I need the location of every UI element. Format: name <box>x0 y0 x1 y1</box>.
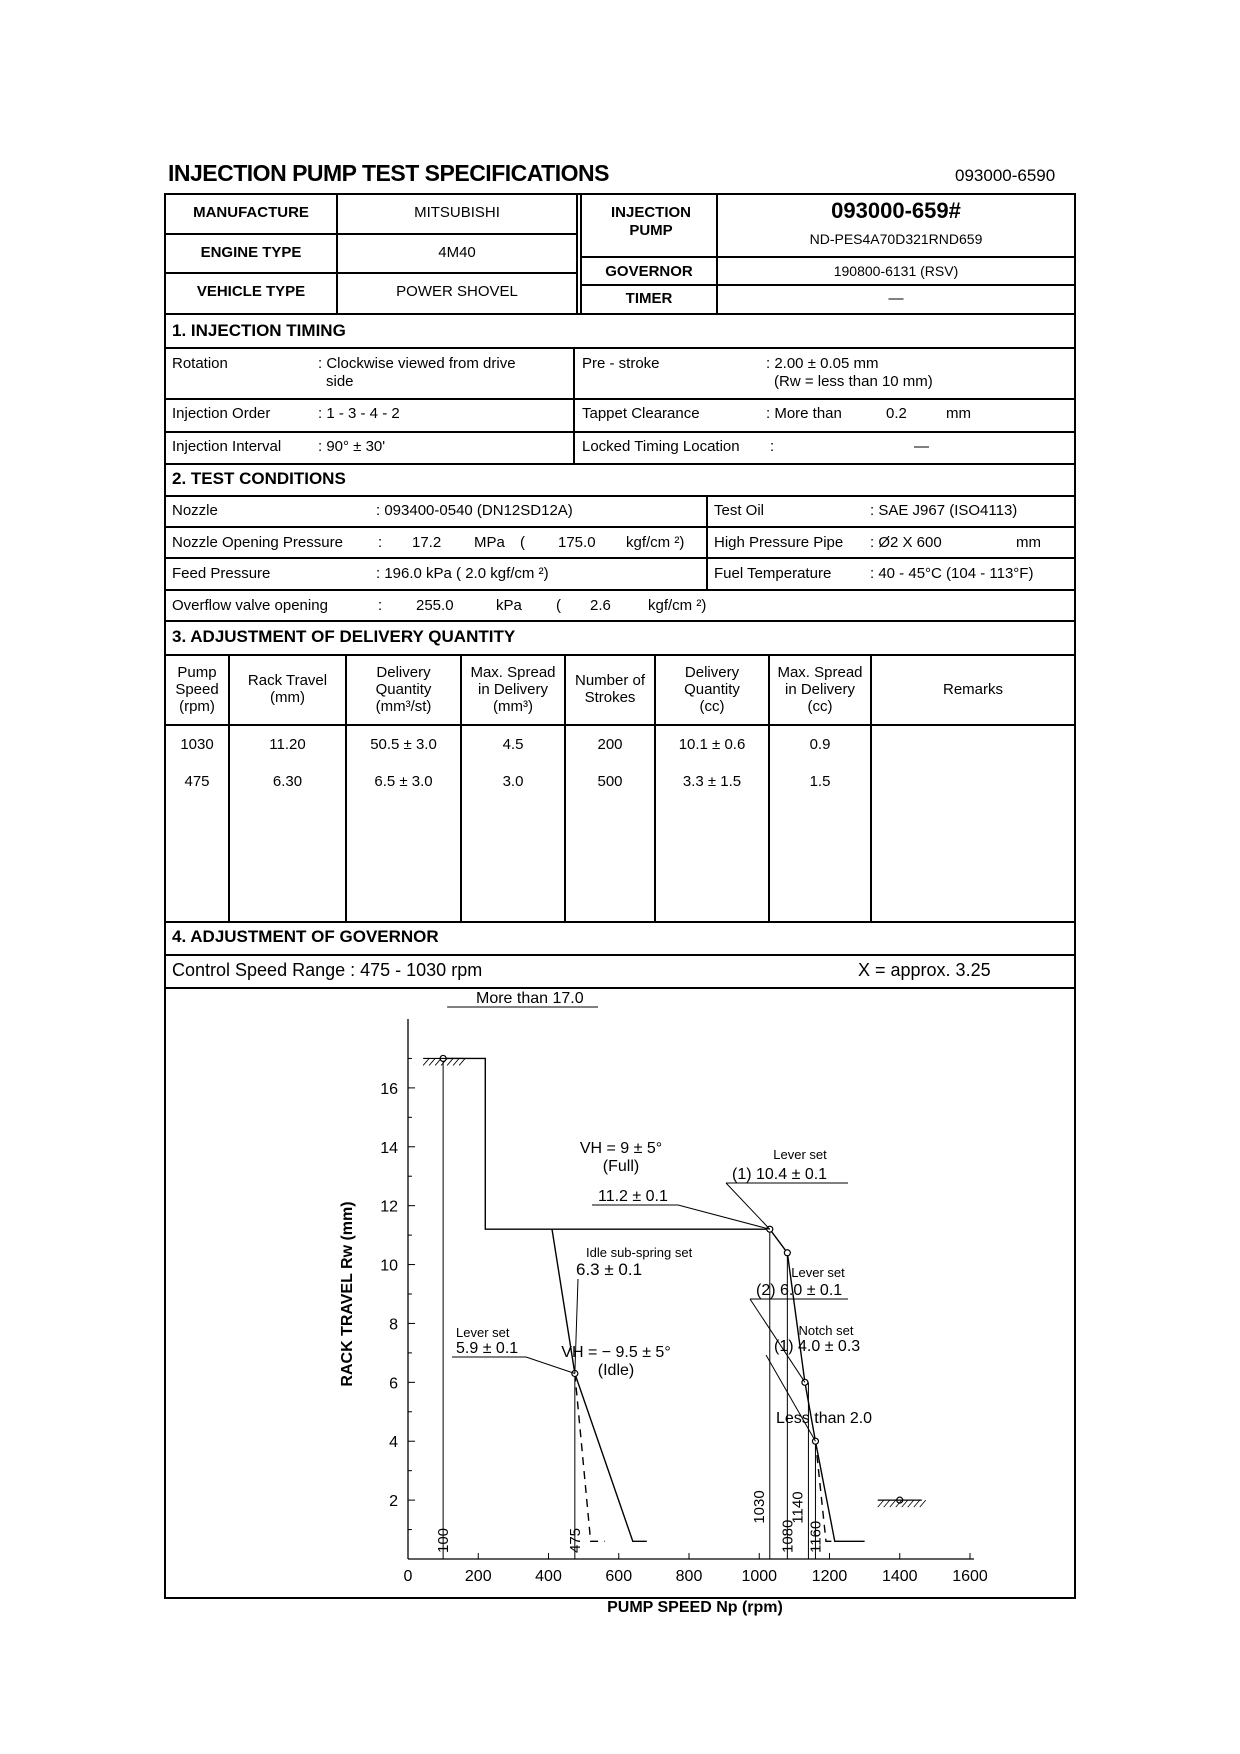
chart-annotation: Lever set <box>791 1265 845 1280</box>
column-header-line: Quantity <box>684 680 740 698</box>
column-header-line: Delivery <box>376 663 431 681</box>
section-governor-title: 4. ADJUSTMENT OF GOVERNOR <box>172 927 439 946</box>
chart-annotation: Lever set <box>456 1325 510 1340</box>
test-oil-label: Test Oil <box>714 502 765 519</box>
stop-hatch <box>447 1058 453 1065</box>
stop-hatch <box>435 1058 441 1065</box>
column-header <box>230 672 345 706</box>
column-header-line: Max. Spread <box>777 663 863 681</box>
chart-annotation: (2) 6.0 ± 0.1 <box>756 1282 843 1299</box>
x-tick-label: 1000 <box>741 1568 778 1585</box>
set-point <box>784 1250 790 1256</box>
divider <box>166 589 1074 591</box>
column-header-line: Delivery <box>684 663 740 681</box>
chart-annotation: (1) 4.0 ± 0.3 <box>774 1338 861 1355</box>
tappet-unit: mm <box>946 405 971 422</box>
tappet-label: Tappet Clearance <box>582 405 700 422</box>
x-tick-label: 0 <box>403 1568 413 1585</box>
y-tick-label: 16 <box>380 1080 398 1098</box>
control-speed-range: Control Speed Range : 475 - 1030 rpm <box>172 960 483 980</box>
injection-pump-model: ND-PES4A70D321RND659 <box>809 231 983 247</box>
ovf-kgf-unit: kgf/cm ²) <box>648 597 707 614</box>
divider <box>166 954 1074 956</box>
x-tick-label: 200 <box>464 1568 492 1585</box>
timer-label: TIMER <box>625 290 673 307</box>
column-header-line: Pump <box>177 663 217 681</box>
chart-annotation: 11.2 ± 0.1 <box>598 1188 668 1205</box>
governor-curve-0 <box>443 1058 865 1541</box>
y-tick-label: 10 <box>380 1257 398 1275</box>
table-cell: 200 <box>597 736 623 753</box>
ovf-kpa-unit: kPa <box>496 597 522 614</box>
divider <box>580 284 1074 286</box>
engine-type-value: 4M40 <box>438 244 476 261</box>
tappet-value: : More than <box>766 405 842 422</box>
x-tick-label: 800 <box>675 1568 703 1585</box>
chart-annotation: 6.3 ± 0.1 <box>576 1260 643 1279</box>
table-cell: 500 <box>597 773 623 790</box>
injection-order-label: Injection Order <box>172 405 271 422</box>
locked-timing-value: — <box>914 438 929 455</box>
column-header-line: (mm) <box>270 689 305 706</box>
test-oil-value: : SAE J967 (ISO4113) <box>870 502 1018 519</box>
stop-hatch <box>884 1500 890 1507</box>
divider <box>576 195 578 313</box>
chart-annotation: VH = − 9.5 ± 5° <box>561 1344 671 1361</box>
column-header-line: (mm³) <box>493 697 533 715</box>
chart-annotation: Less than 2.0 <box>776 1410 873 1427</box>
divider <box>580 256 1074 258</box>
section-test-conditions-title: 2. TEST CONDITIONS <box>172 469 346 488</box>
column-header <box>770 664 870 715</box>
column-header-line: Number of <box>574 672 646 689</box>
column-header <box>347 664 460 715</box>
timer-value: — <box>888 290 904 307</box>
ovf-kgf: 2.6 <box>590 597 611 614</box>
speed-marker-label: 100 <box>435 1527 453 1553</box>
divider <box>166 313 1074 315</box>
injection-order-value: : 1 - 3 - 4 - 2 <box>318 405 400 422</box>
x-approx-value: X = approx. 3.25 <box>858 960 991 980</box>
y-tick-label: 2 <box>389 1493 398 1511</box>
table-cell: 1.5 <box>809 773 831 790</box>
table-cell: 4.5 <box>502 736 524 753</box>
injection-pump-number: 093000-659# <box>831 198 961 223</box>
column-header-line: in Delivery <box>477 680 549 698</box>
nop-kgf: 175.0 <box>558 534 596 551</box>
stop-hatch <box>914 1500 920 1507</box>
page-title: INJECTION PUMP TEST SPECIFICATIONS <box>168 160 609 186</box>
stop-hatch <box>423 1058 429 1065</box>
prestroke-label: Pre - stroke <box>582 355 660 372</box>
column-header-line: Remarks <box>942 680 1003 698</box>
high-pressure-pipe-unit: mm <box>1016 534 1041 551</box>
divider <box>166 272 576 274</box>
column-header-line: Max. Spread <box>470 663 556 681</box>
nozzle-opening-pressure-label: Nozzle Opening Pressure <box>172 534 343 551</box>
y-tick-label: 4 <box>389 1434 398 1452</box>
table-cell: 6.30 <box>272 773 303 790</box>
y-tick-label: 6 <box>389 1375 398 1393</box>
fuel-temperature-value: : 40 - 45°C (104 - 113°F) <box>870 565 1034 582</box>
divider <box>166 398 1074 400</box>
column-header-line: (rpm) <box>179 697 215 715</box>
delivery-table-body <box>166 726 1074 916</box>
divider <box>166 463 1074 465</box>
divider <box>166 495 1074 497</box>
governor-label: GOVERNOR <box>605 263 693 280</box>
column-header-line: Rack Travel <box>247 672 328 689</box>
x-tick-label: 1200 <box>811 1568 848 1585</box>
vehicle-type-value: POWER SHOVEL <box>396 283 518 300</box>
annotation-leader <box>726 1183 770 1229</box>
section-delivery-quantity-title: 3. ADJUSTMENT OF DELIVERY QUANTITY <box>172 627 516 646</box>
manufacture-value: MITSUBISHI <box>414 204 500 221</box>
governor-chart <box>166 989 1074 1616</box>
table-cell: 10.1 ± 0.6 <box>678 736 746 753</box>
y-tick-label: 14 <box>380 1139 398 1157</box>
x-tick-label: 400 <box>535 1568 562 1585</box>
tappet-number: 0.2 <box>886 405 907 422</box>
locked-timing-colon: : <box>770 438 775 455</box>
chart-annotation: Lever set <box>773 1147 827 1162</box>
high-pressure-pipe-label: High Pressure Pipe <box>714 534 844 551</box>
y-tick-label: 12 <box>380 1198 398 1216</box>
feed-pressure-value: : 196.0 kPa ( 2.0 kgf/cm ²) <box>376 565 549 582</box>
fuel-temperature-label: Fuel Temperature <box>714 565 832 582</box>
speed-marker-label: 1080 <box>779 1519 797 1553</box>
divider <box>573 347 575 463</box>
section-injection-timing-title: 1. INJECTION TIMING <box>172 321 346 340</box>
divider <box>166 620 1074 622</box>
rotation-value: : Clockwise viewed from drive <box>318 355 516 372</box>
document-number: 093000-6590 <box>955 166 1056 185</box>
divider <box>166 557 1074 559</box>
overflow-valve-label: Overflow valve opening <box>172 597 328 614</box>
column-header <box>656 664 768 715</box>
table-cell: 11.20 <box>269 736 306 753</box>
table-cell: 0.9 <box>809 736 831 753</box>
prestroke-value: : 2.00 ± 0.05 mm <box>766 355 879 372</box>
table-cell: 475 <box>184 773 210 790</box>
divider <box>166 526 1074 528</box>
x-tick-label: 1400 <box>881 1568 918 1585</box>
table-cell: 6.5 ± 3.0 <box>374 773 433 790</box>
injection-interval-label: Injection Interval <box>172 438 282 455</box>
chart-annotation: 5.9 ± 0.1 <box>456 1340 519 1357</box>
column-header <box>166 664 228 715</box>
stop-hatch <box>459 1058 465 1065</box>
delivery-table-header <box>166 654 1074 724</box>
table-cell: 50.5 ± 3.0 <box>370 736 437 753</box>
column-header-line: Strokes <box>584 689 636 706</box>
stop-hatch <box>908 1500 914 1507</box>
stop-hatch <box>429 1058 435 1065</box>
rotation-value-cont: side <box>326 373 354 390</box>
stop-hatch <box>920 1500 926 1507</box>
y-axis-label: RACK TRAVEL Rw (mm) <box>339 1201 356 1387</box>
column-header-line: Quantity <box>375 680 432 698</box>
nop-mpa-unit: MPa <box>474 534 505 551</box>
set-point <box>802 1379 808 1385</box>
chart-annotation: VH = 9 ± 5° <box>579 1140 663 1157</box>
governor-curve-2 <box>575 1374 605 1542</box>
divider <box>166 431 1074 433</box>
divider <box>706 495 708 589</box>
locked-timing-label: Locked Timing Location <box>582 438 740 455</box>
column-header <box>872 681 1074 698</box>
column-header <box>566 672 654 706</box>
chart-annotation: (1) 10.4 ± 0.1 <box>732 1166 828 1183</box>
divider <box>166 233 576 235</box>
chart-annotation: (Idle) <box>597 1362 635 1379</box>
high-pressure-pipe-value: : Ø2 X 600 <box>870 534 942 551</box>
injection-interval-value: : 90° ± 30' <box>318 438 386 455</box>
vehicle-type-label: VEHICLE TYPE <box>196 283 306 300</box>
stop-hatch <box>878 1500 884 1507</box>
stop-hatch <box>453 1058 459 1065</box>
divider <box>166 921 1074 923</box>
prestroke-note: (Rw = less than 10 mm) <box>774 373 933 390</box>
column-header <box>462 664 564 715</box>
annotation-leader <box>678 1205 770 1229</box>
stop-hatch <box>890 1500 896 1507</box>
manufacture-label: MANUFACTURE <box>193 204 309 221</box>
nop-colon: : <box>378 534 383 551</box>
feed-pressure-label: Feed Pressure <box>172 565 271 582</box>
column-header-line: (cc) <box>699 697 725 715</box>
ovf-kpa: 255.0 <box>416 597 454 614</box>
nop-kgf-unit: kgf/cm ²) <box>626 534 685 551</box>
speed-marker-label: 1030 <box>750 1490 768 1524</box>
x-tick-label: 600 <box>605 1568 633 1585</box>
spec-sheet <box>164 193 1076 1616</box>
chart-annotation: Idle sub-spring set <box>586 1245 693 1260</box>
table-cell: 1030 <box>180 736 214 753</box>
chart-annotation: (Full) <box>602 1158 640 1175</box>
chart-annotation: Notch set <box>798 1323 854 1338</box>
injection-pump-label: INJECTION PUMP <box>610 204 691 239</box>
ovf-colon: : <box>378 597 383 614</box>
speed-marker-label: 475 <box>566 1527 584 1553</box>
nozzle-value: : 093400-0540 (DN12SD12A) <box>376 502 573 519</box>
speed-marker-label: 1160 <box>807 1520 825 1553</box>
chart-annotation: More than 17.0 <box>476 990 584 1007</box>
y-tick-label: 8 <box>389 1316 398 1334</box>
x-tick-label: 1600 <box>952 1568 988 1585</box>
engine-type-label: ENGINE TYPE <box>200 244 302 261</box>
nop-mpa: 17.2 <box>412 534 442 551</box>
table-cell: 3.3 ± 1.5 <box>682 773 742 790</box>
nop-paren: ( <box>520 534 525 551</box>
nozzle-label: Nozzle <box>172 502 218 519</box>
column-header-line: (mm³/st) <box>375 697 432 715</box>
x-axis-label: PUMP SPEED Np (rpm) <box>607 1599 783 1616</box>
ovf-paren: ( <box>556 597 561 614</box>
column-header-line: Speed <box>175 680 219 698</box>
column-header-line: in Delivery <box>784 680 856 698</box>
column-header-line: (cc) <box>807 697 833 715</box>
rotation-label: Rotation <box>172 355 228 372</box>
governor-value: 190800-6131 (RSV) <box>833 263 959 279</box>
table-cell: 3.0 <box>502 773 524 790</box>
divider <box>166 347 1074 349</box>
speed-marker-label: 1140 <box>789 1491 807 1524</box>
